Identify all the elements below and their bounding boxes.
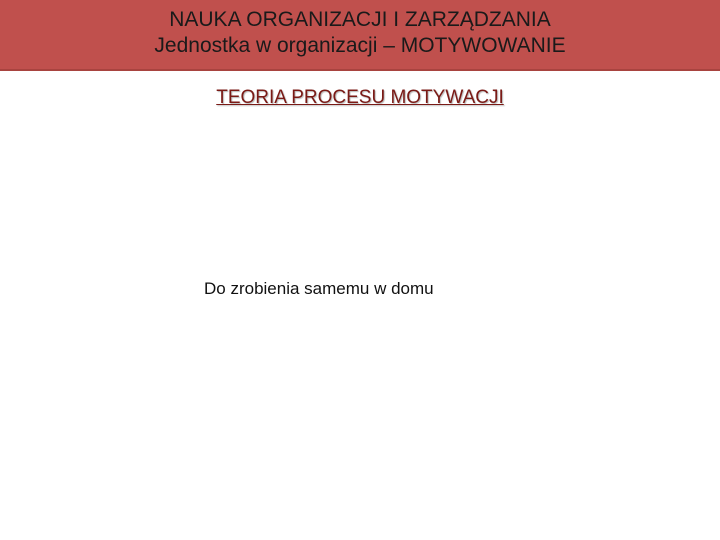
body-text: Do zrobienia samemu w domu — [204, 279, 434, 298]
header-subtitle: Jednostka w organizacji – MOTYWOWANIE — [154, 34, 566, 57]
section-title: TEORIA PROCESU MOTYWACJI — [216, 87, 504, 108]
header-banner — [0, 0, 720, 71]
header-title: NAUKA ORGANIZACJI I ZARZĄDZANIA — [169, 8, 551, 31]
